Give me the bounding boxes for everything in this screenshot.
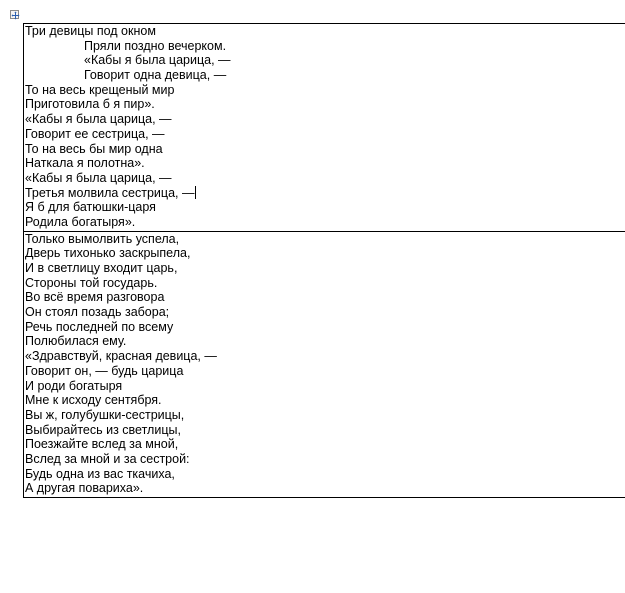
text-cursor	[195, 186, 196, 199]
text-line: И роди богатыря	[25, 378, 123, 393]
text-line: Родила богатыря».	[25, 214, 136, 229]
text-line: Вы ж, голубушки-сестрицы,	[25, 407, 185, 422]
text-line: Во всё время разговора	[25, 290, 165, 305]
text-line: «Кабы я была царица, —	[25, 170, 172, 185]
text-line: Третья молвила сестрица, —	[25, 185, 195, 200]
text-line: «Кабы я была царица, —	[25, 112, 172, 127]
text-line: То на весь крещеный мир	[25, 82, 175, 97]
text-line: Я б для батюшки-царя	[25, 200, 156, 215]
text-line: Только вымолвить успела,	[25, 231, 180, 246]
poem-table	[23, 23, 625, 498]
text-line: Мне к исходу сентября.	[25, 393, 162, 408]
text-line: Дверь тихонько заскрыпела,	[25, 246, 191, 261]
text-line: Будь одна из вас ткачиха,	[25, 466, 175, 481]
text-line: То на весь бы мир одна	[25, 141, 163, 156]
table-cell-stanza-2[interactable]	[24, 231, 625, 498]
text-line: Стороны той государь.	[25, 275, 158, 290]
text-line: Выбирайтесь из светлицы,	[25, 422, 181, 437]
text-line: Говорит он, — будь царица	[25, 363, 184, 378]
text-line: Поезжайте вслед за мной,	[25, 437, 179, 452]
text-line: Вслед за мной и за сестрой:	[25, 451, 190, 466]
text-line: Пряли поздно вечерком.	[84, 38, 227, 53]
text-line: «Кабы я была царица, —	[84, 53, 231, 68]
text-line: А другая повариха».	[25, 481, 144, 496]
text-line: Говорит одна девица, —	[84, 68, 227, 83]
table-cell-stanza-1[interactable]	[24, 23, 625, 231]
text-line: Приготовила б я пир».	[25, 97, 155, 112]
text-line: Наткала я полотна».	[25, 156, 145, 171]
text-line: Говорит ее сестрица, —	[25, 126, 165, 141]
text-line: И в светлицу входит царь,	[25, 261, 178, 275]
text-line: «Здравствуй, красная девица, —	[25, 349, 217, 364]
text-line: Три девицы под окном	[25, 24, 156, 38]
text-line-with-caret	[25, 186, 625, 201]
table-move-handle-icon[interactable]	[10, 10, 19, 19]
text-line: Речь последней по всему	[25, 319, 174, 334]
text-line: Он стоял позадь забора;	[25, 305, 170, 320]
text-line: Полюбилася ему.	[25, 334, 127, 349]
